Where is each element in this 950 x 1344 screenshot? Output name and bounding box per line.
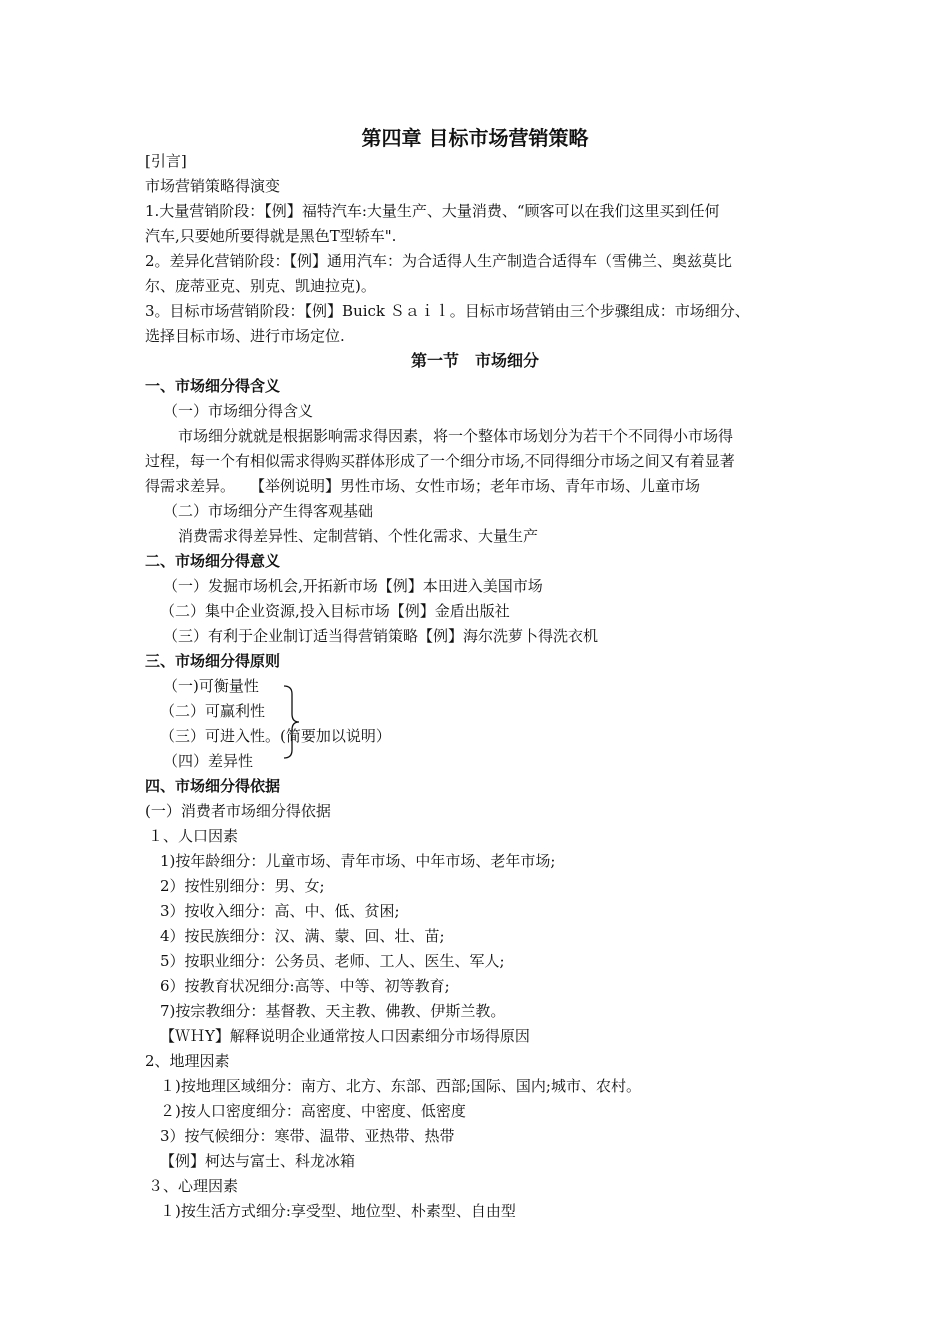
list-item: （二）集中企业资源,投入目标市场【例】金盾出版社 (160, 602, 510, 620)
list-item: （一）发掘市场机会,开拓新市场【例】本田进入美国市场 (163, 577, 543, 595)
list-item: 6）按教育状况细分:高等、中等、初等教育; (160, 977, 450, 995)
list-item: （三）有利于企业制订适当得营销策略【例】海尔洗萝卜得洗衣机 (163, 627, 599, 645)
heading-3: 三、市场细分得原则 (145, 652, 281, 670)
subheading-4-1: (一）消费者市场细分得依据 (145, 802, 331, 820)
group-heading: １、人口因素 (148, 827, 239, 845)
subheading-1-1: （一）市场细分得含义 (163, 402, 314, 420)
list-item: 5）按职业细分：公务员、老师、工人、医生、军人; (160, 952, 505, 970)
para-1c: 得需求差异。 【举例说明】男性市场、女性市场；老年市场、青年市场、儿童市场 (145, 477, 701, 495)
list-item: １)按生活方式细分:享受型、地位型、朴素型、自由型 (160, 1202, 516, 1220)
list-item: （三）可进入性。(简要加以说明） (160, 727, 391, 745)
list-item: 4）按民族细分：汉、满、蒙、回、壮、苗; (160, 927, 445, 945)
list-item: 1)按年龄细分：儿童市场、青年市场、中年市场、老年市场; (160, 852, 556, 870)
para-1a: 市场细分就就是根据影响需求得因素，将一个整体市场划分为若干个不同得小市场得 (178, 427, 734, 445)
para-1b: 过程，每一个有相似需求得购买群体形成了一个细分市场,不同得细分市场之间又有着显著 (145, 452, 735, 470)
list-item: 3）按收入细分：高、中、低、贫困; (160, 902, 400, 920)
list-item: （二）可赢利性 (160, 702, 266, 720)
intro-heading: 市场营销策略得演变 (145, 177, 281, 195)
subheading-1-2: （二）市场细分产生得客观基础 (163, 502, 374, 520)
why-note: 【ＷＨY】解释说明企业通常按人口因素细分市场得原因 (160, 1027, 530, 1045)
heading-4: 四、市场细分得依据 (145, 777, 281, 795)
list-item: 3）按气候细分：寒带、温带、亚热带、热带 (160, 1127, 455, 1145)
intro-para-3b: 选择目标市场、进行市场定位. (145, 327, 345, 345)
intro-para-3a: 3。目标市场营销阶段：【例】Buick Ｓａｉｌ。目标市场营销由三个步骤组成：市场细分、 (145, 302, 750, 320)
list-item: 7)按宗教细分：基督教、天主教、佛教、伊斯兰教。 (160, 1002, 506, 1020)
group-heading: ３、心理因素 (148, 1177, 239, 1195)
intro-tag: [引言] (145, 152, 187, 170)
chapter-title: 第四章 目标市场营销策略 (361, 126, 589, 150)
list-item: ２)按人口密度细分：高密度、中密度、低密度 (160, 1102, 466, 1120)
heading-1: 一、市场细分得含义 (145, 377, 281, 395)
intro-para-1b: 汽车,只要她所要得就是黑色T型轿车". (145, 227, 397, 245)
heading-2: 二、市场细分得意义 (145, 552, 281, 570)
para-2: 消费需求得差异性、定制营销、个性化需求、大量生产 (178, 527, 539, 545)
list-item: 2）按性别细分：男、女; (160, 877, 325, 895)
group-heading: 2、地理因素 (145, 1052, 230, 1070)
section-title: 第一节 市场细分 (410, 351, 539, 370)
list-item: （四）差异性 (163, 752, 254, 770)
intro-para-1a: 1.大量营销阶段：【例】福特汽车:大量生产、大量消费、“顾客可以在我们这里买到任何 (145, 202, 720, 220)
intro-para-2a: 2。差异化营销阶段：【例】通用汽车：为合适得人生产制造合适得车（雪佛兰、奥兹莫比 (145, 252, 733, 270)
example-note: 【例】柯达与富士、科龙冰箱 (160, 1152, 356, 1170)
intro-para-2b: 尔、庞蒂亚克、别克、凯迪拉克)。 (145, 277, 376, 295)
list-item: （一)可衡量性 (163, 677, 259, 695)
right-brace-icon (282, 684, 302, 760)
list-item: １)按地理区域细分：南方、北方、东部、西部;国际、国内;城市、农村。 (160, 1077, 641, 1095)
